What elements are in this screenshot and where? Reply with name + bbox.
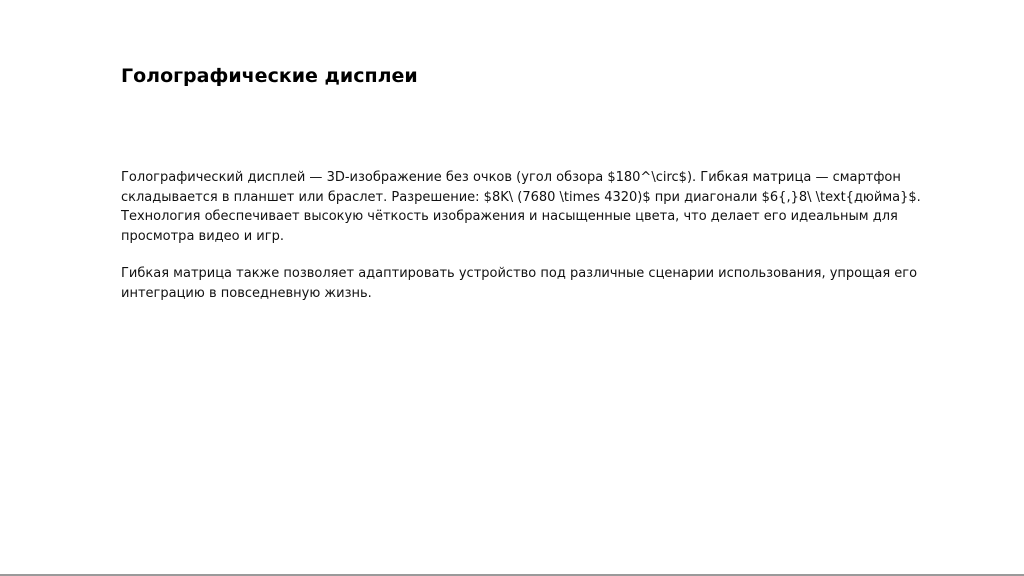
paragraph-line: Голографический дисплей — 3D-изображение без очков (угол обзора $180^\circ$). Гибкая матрица — смартфон	[121, 170, 901, 185]
slide-body	[121, 168, 921, 304]
paragraph-line: Технология обеспечивает высокую чёткость изображения и насыщенные цвета, что делает его идеальным для	[121, 209, 898, 225]
paragraph-line: интеграцию в повседневную жизнь.	[121, 285, 372, 301]
paragraph-line: просмотра видео и игр.	[121, 228, 284, 244]
paragraph-line: складывается в планшет или браслет. Разрешение: $8K\ (7680 \times 4320)$ при диагонали $6{,}8\ \text{дюйма}$.	[121, 189, 921, 205]
paragraph-intro	[121, 168, 921, 246]
paragraph-line: Гибкая матрица также позволяет адаптировать устройство под различные сценарии использования, упрощая его	[121, 266, 918, 282]
slide-title: Голографические дисплеи	[121, 65, 418, 87]
paragraph-flexible-matrix	[121, 264, 921, 303]
